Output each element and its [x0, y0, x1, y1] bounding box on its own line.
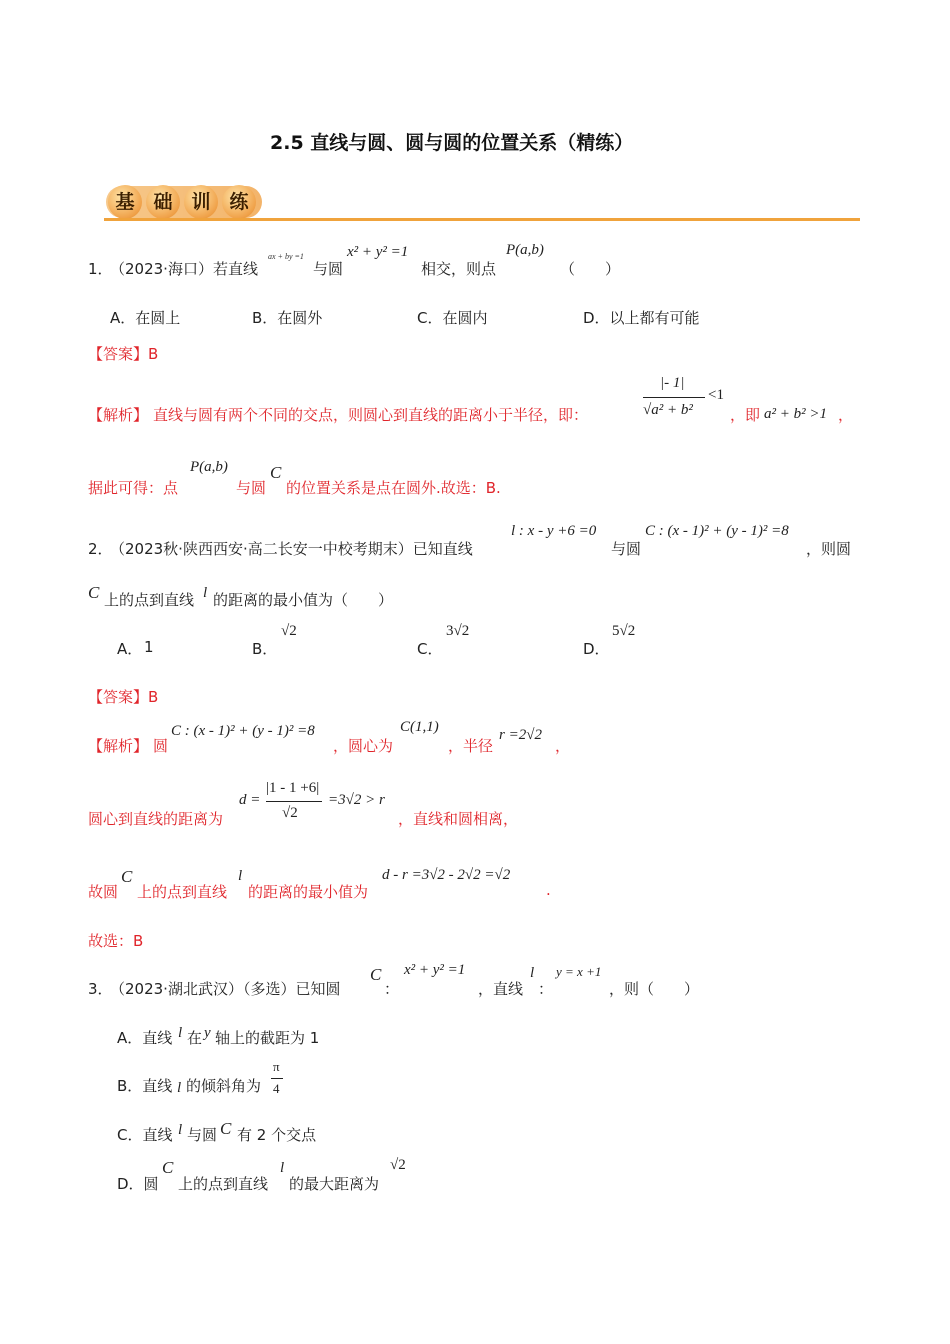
- q2-d-denominator: √2: [282, 805, 298, 821]
- q1-comma: ，: [838, 406, 854, 424]
- q2-period: .: [546, 881, 551, 899]
- q1-option-d: D．以上都有可能: [583, 309, 700, 327]
- banner-divider: [104, 218, 860, 221]
- q2-circle-equation: C : (x - 1)² + (y - 1)² =8: [645, 523, 789, 539]
- q2-circle-c-2: C: [121, 867, 133, 886]
- q2-explanation-7: 故圆: [88, 883, 119, 901]
- q1-circle-c: C: [270, 463, 282, 482]
- q1-option-c: C．在圆内: [417, 309, 488, 327]
- q1-circle-equation: x² + y² =1: [347, 244, 409, 260]
- q3-option-a-mid: 在: [187, 1029, 203, 1047]
- q2-explanation-2: ，圆心为: [333, 737, 394, 755]
- q1-source: （2023·海口）若直线: [110, 260, 258, 278]
- q2-circle-equation-2: C : (x - 1)² + (y - 1)² =8: [171, 723, 315, 739]
- q3-option-c-mid: 与圆: [187, 1126, 218, 1144]
- q1-inequality: a² + b² >1: [764, 406, 827, 422]
- q2-explanation-9: 的距离的最小值为: [248, 883, 369, 901]
- q2-option-c-label: C．: [417, 640, 443, 658]
- q2-explanation-6: ，直线和圆相离，: [398, 810, 519, 828]
- q3-option-c-label: C．直线: [117, 1126, 173, 1144]
- q3-option-b-pi: π: [273, 1059, 280, 1074]
- q1-explanation-4: 与圆: [236, 479, 267, 497]
- q2-d-lhs: d =: [239, 792, 261, 808]
- q2-option-d-label: D．: [583, 640, 610, 658]
- q3-option-d-mid: 上的点到直线: [178, 1175, 269, 1193]
- q3-option-b-label: B．直线: [117, 1077, 173, 1095]
- q1-text-1: 与圆: [313, 260, 344, 278]
- q3-option-a-y: y: [204, 1025, 211, 1041]
- banner-char-2: 础: [146, 185, 180, 219]
- q1-number: 1．: [88, 260, 113, 278]
- q2-explanation-1: 圆: [153, 737, 169, 755]
- q2-explanation-4: ，: [555, 737, 571, 755]
- q3-text-2: ，则（ ）: [609, 980, 700, 998]
- q3-option-c-c: C: [220, 1119, 232, 1138]
- q1-option-a: A．在圆上: [110, 309, 181, 327]
- q1-answer: 【答案】B: [88, 345, 159, 363]
- q2-option-b-label: B．: [252, 640, 278, 658]
- q2-number: 2．: [88, 540, 113, 558]
- q3-option-c-tail: 有 2 个交点: [237, 1126, 317, 1144]
- q2-source: （2023秋·陕西西安·高二长安一中校考期末）已知直线: [110, 540, 473, 558]
- q3-source: （2023·湖北武汉）（多选）已知圆: [110, 980, 341, 998]
- q2-min-value: d - r =3√2 - 2√2 =√2: [382, 867, 511, 883]
- q2-text-1: 与圆: [611, 540, 642, 558]
- q3-option-b-four: 4: [273, 1081, 280, 1096]
- q1-point-2: P(a,b): [190, 459, 228, 475]
- q3-option-a-label: A．直线: [117, 1029, 173, 1047]
- q1-fraction-denominator: √a² + b²: [643, 402, 693, 418]
- banner-char-3: 训: [184, 185, 218, 219]
- q2-choice: 故选：B: [88, 932, 144, 950]
- q3-line-equation: y = x +1: [556, 964, 602, 979]
- q2-center: C(1,1): [400, 719, 439, 735]
- q2-explanation-label: 【解析】: [88, 737, 149, 755]
- q2-text-4: 的距离的最小值为（ ）: [213, 591, 394, 609]
- banner-char-1: 基: [108, 185, 142, 219]
- q1-explanation-1: 直线与圆有两个不同的交点，则圆心到直线的距离小于半径，即：: [153, 406, 589, 424]
- q1-explanation-label: 【解析】: [88, 406, 149, 424]
- q3-circle-equation: x² + y² =1: [404, 962, 466, 978]
- q3-colon-2: ：: [538, 980, 554, 998]
- q1-fraction-numerator: |- 1|: [660, 375, 685, 391]
- q2-d-fraction-bar: [266, 801, 322, 802]
- q1-fraction-bar: [643, 397, 705, 398]
- q1-point: P(a,b): [506, 242, 544, 258]
- q2-explanation-3: ，半径: [448, 737, 494, 755]
- q3-option-c-l: l: [178, 1122, 183, 1138]
- q2-line-l: l: [203, 585, 208, 601]
- q3-circle-c: C: [370, 965, 382, 984]
- q3-option-d-label: D．圆: [117, 1175, 159, 1193]
- q2-radius: r =2√2: [499, 727, 542, 743]
- q1-paren: （ ）: [560, 260, 621, 278]
- q2-text-3: 上的点到直线: [104, 591, 195, 609]
- q2-circle-c: C: [88, 583, 100, 602]
- q3-option-d-l: l: [280, 1160, 285, 1176]
- q2-explanation-5: 圆心到直线的距离为: [88, 810, 224, 828]
- q3-option-d-c: C: [162, 1158, 174, 1177]
- q3-text-1: ，直线: [478, 980, 524, 998]
- q1-explanation-5: 的位置关系是点在圆外.故选：B.: [286, 479, 501, 497]
- banner-char-4: 练: [222, 185, 256, 219]
- q1-explanation-3: 据此可得：点: [88, 479, 179, 497]
- q3-option-a-tail: 轴上的截距为 1: [215, 1029, 320, 1047]
- q1-explanation-2: ，即: [730, 406, 761, 424]
- q2-option-c-value: 3√2: [446, 623, 470, 639]
- q2-d-rhs: =3√2 > r: [328, 792, 385, 808]
- q2-d-numerator: |1 - 1 +6|: [266, 780, 320, 796]
- q3-number: 3．: [88, 980, 113, 998]
- q3-option-a-l: l: [178, 1025, 183, 1041]
- q3-option-b-fraction-bar: [271, 1078, 283, 1079]
- q2-answer: 【答案】B: [88, 688, 159, 706]
- q2-line-equation: l : x - y +6 =0: [511, 523, 597, 539]
- q1-option-b: B．在圆外: [252, 309, 323, 327]
- q3-colon-1: ：: [384, 980, 400, 998]
- q1-line-equation: ax + by =1: [268, 252, 304, 261]
- q2-option-a-label: A．: [117, 640, 143, 658]
- page-title: 2.5 直线与圆、圆与圆的位置关系（精练）: [270, 132, 634, 154]
- q1-text-2: 相交，则点: [421, 260, 497, 278]
- q2-explanation-8: 上的点到直线: [137, 883, 228, 901]
- q2-text-2: ，则圆: [806, 540, 852, 558]
- q3-line-l: l: [530, 965, 535, 981]
- q2-line-l-2: l: [238, 868, 243, 884]
- q2-option-b-value: √2: [281, 623, 297, 639]
- q2-option-a-value: 1: [144, 638, 154, 656]
- q3-option-b-tail: 的倾斜角为: [186, 1077, 262, 1095]
- q2-option-d-value: 5√2: [612, 623, 636, 639]
- q3-option-d-value: √2: [390, 1157, 406, 1173]
- q3-option-b-l: l: [177, 1080, 182, 1096]
- q3-option-d-tail: 的最大距离为: [289, 1175, 380, 1193]
- q1-less-than: <1: [708, 387, 724, 403]
